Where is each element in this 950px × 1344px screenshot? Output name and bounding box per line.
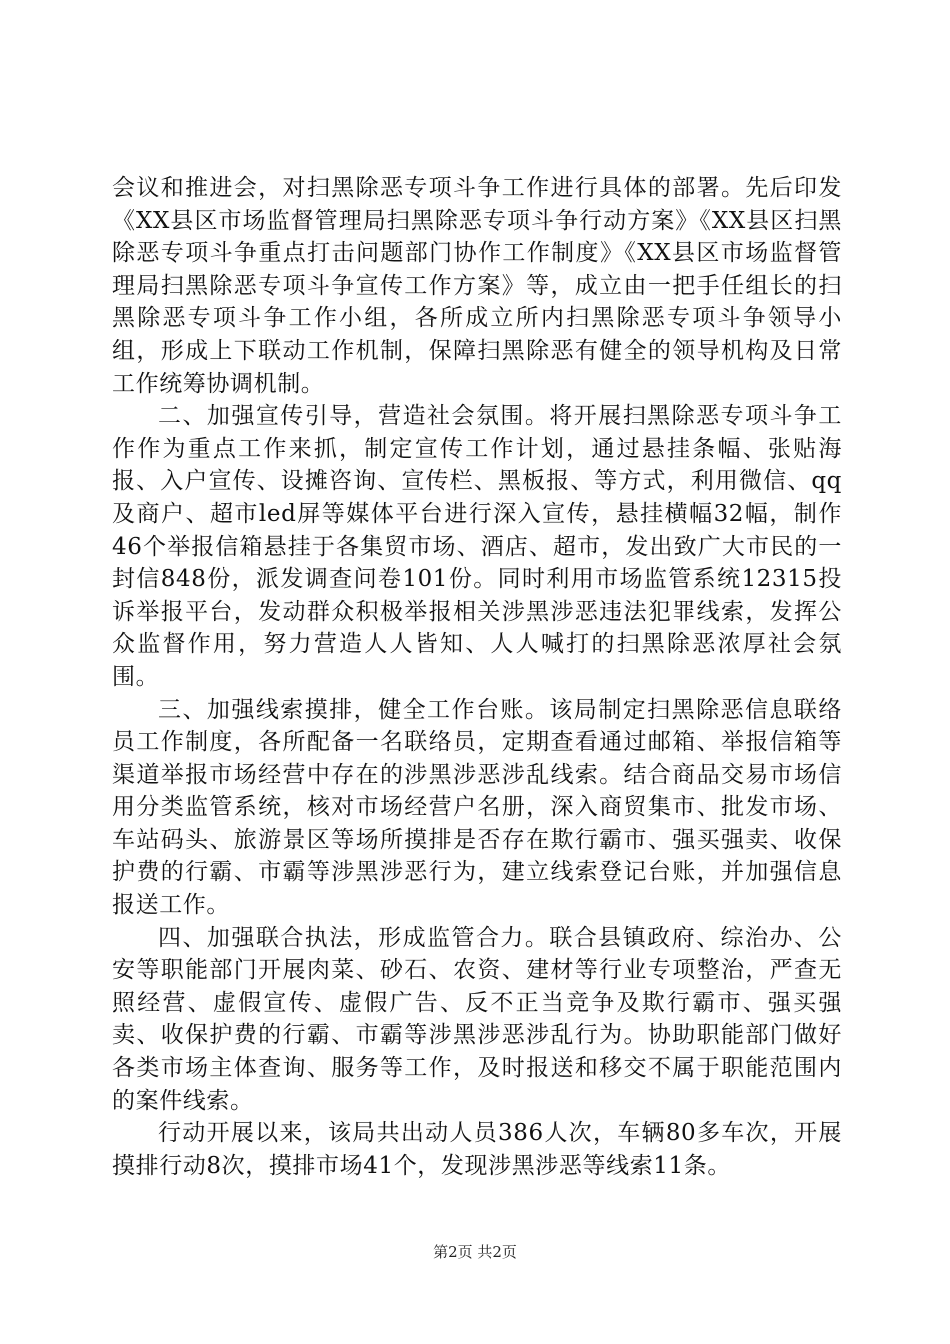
paragraph-publicity: 二、加强宣传引导，营造社会氛围。将开展扫黑除恶专项斗争工作作为重点工作来抓，制定宣传工作计划，通过悬挂条幅、张贴海报、入户宣传、设摊咨询、宣传栏、黑板报、等方式，利用微信、qq及商户、超市led屏等媒体平台进行深入宣传，悬挂横幅32幅，制作46个举报信箱悬挂于各集贸市场、酒店、超市，发出致广大市民的一封信848份，派发调查问卷101份。同时利用市场监管系统12315投诉举报平台，发动群众积极举报相关涉黑涉恶违法犯罪线索，发挥公众监督作用，努力营造人人皆知、人人喊打的扫黑除恶浓厚社会氛围。 — [112, 403, 842, 690]
paragraph-summary: 行动开展以来，该局共出动人员386人次，车辆80多车次，开展摸排行动8次，摸排市场41个，发现涉黑涉恶等线索11条。 — [112, 1120, 842, 1179]
page-number-footer: 第2页 共2页 — [433, 1243, 517, 1261]
paragraph-continued: 会议和推进会，对扫黑除恶专项斗争工作进行具体的部署。先后印发《XX县区市场监督管理局扫黑除恶专项斗争行动方案》《XX县区扫黑除恶专项斗争重点打击问题部门协作工作制度》《XX县区市场监督管理局扫黑除恶专项斗争宣传工作方案》等，成立由一把手任组长的扫黑除恶专项斗争工作小组，各所成立所内扫黑除恶专项斗争领导小组，形成上下联动工作机制，保障扫黑除恶有健全的领导机构及日常工作统筹协调机制。 — [112, 175, 842, 397]
document-body — [112, 172, 842, 1182]
paragraph-clue-investigation: 三、加强线索摸排，健全工作台账。该局制定扫黑除恶信息联络员工作制度，各所配备一名联络员，定期查看通过邮箱、举报信箱等渠道举报市场经营中存在的涉黑涉恶涉乱线索。结合商品交易市场信用分类监管系统，核对市场经营户名册，深入商贸集市、批发市场、车站码头、旅游景区等场所摸排是否存在欺行霸市、强买强卖、收保护费的行霸、市霸等涉黑涉恶行为，建立线索登记台账，并加强信息报送工作。 — [112, 696, 842, 919]
paragraph-joint-enforcement: 四、加强联合执法，形成监管合力。联合县镇政府、综治办、公安等职能部门开展肉菜、砂石、农资、建材等行业专项整治，严查无照经营、虚假宣传、虚假广告、反不正当竞争及欺行霸市、强买强卖、收保护费的行霸、市霸等涉黑涉恶涉乱行为。协助职能部门做好各类市场主体查询、服务等工作，及时报送和移交不属于职能范围内的案件线索。 — [112, 924, 842, 1114]
